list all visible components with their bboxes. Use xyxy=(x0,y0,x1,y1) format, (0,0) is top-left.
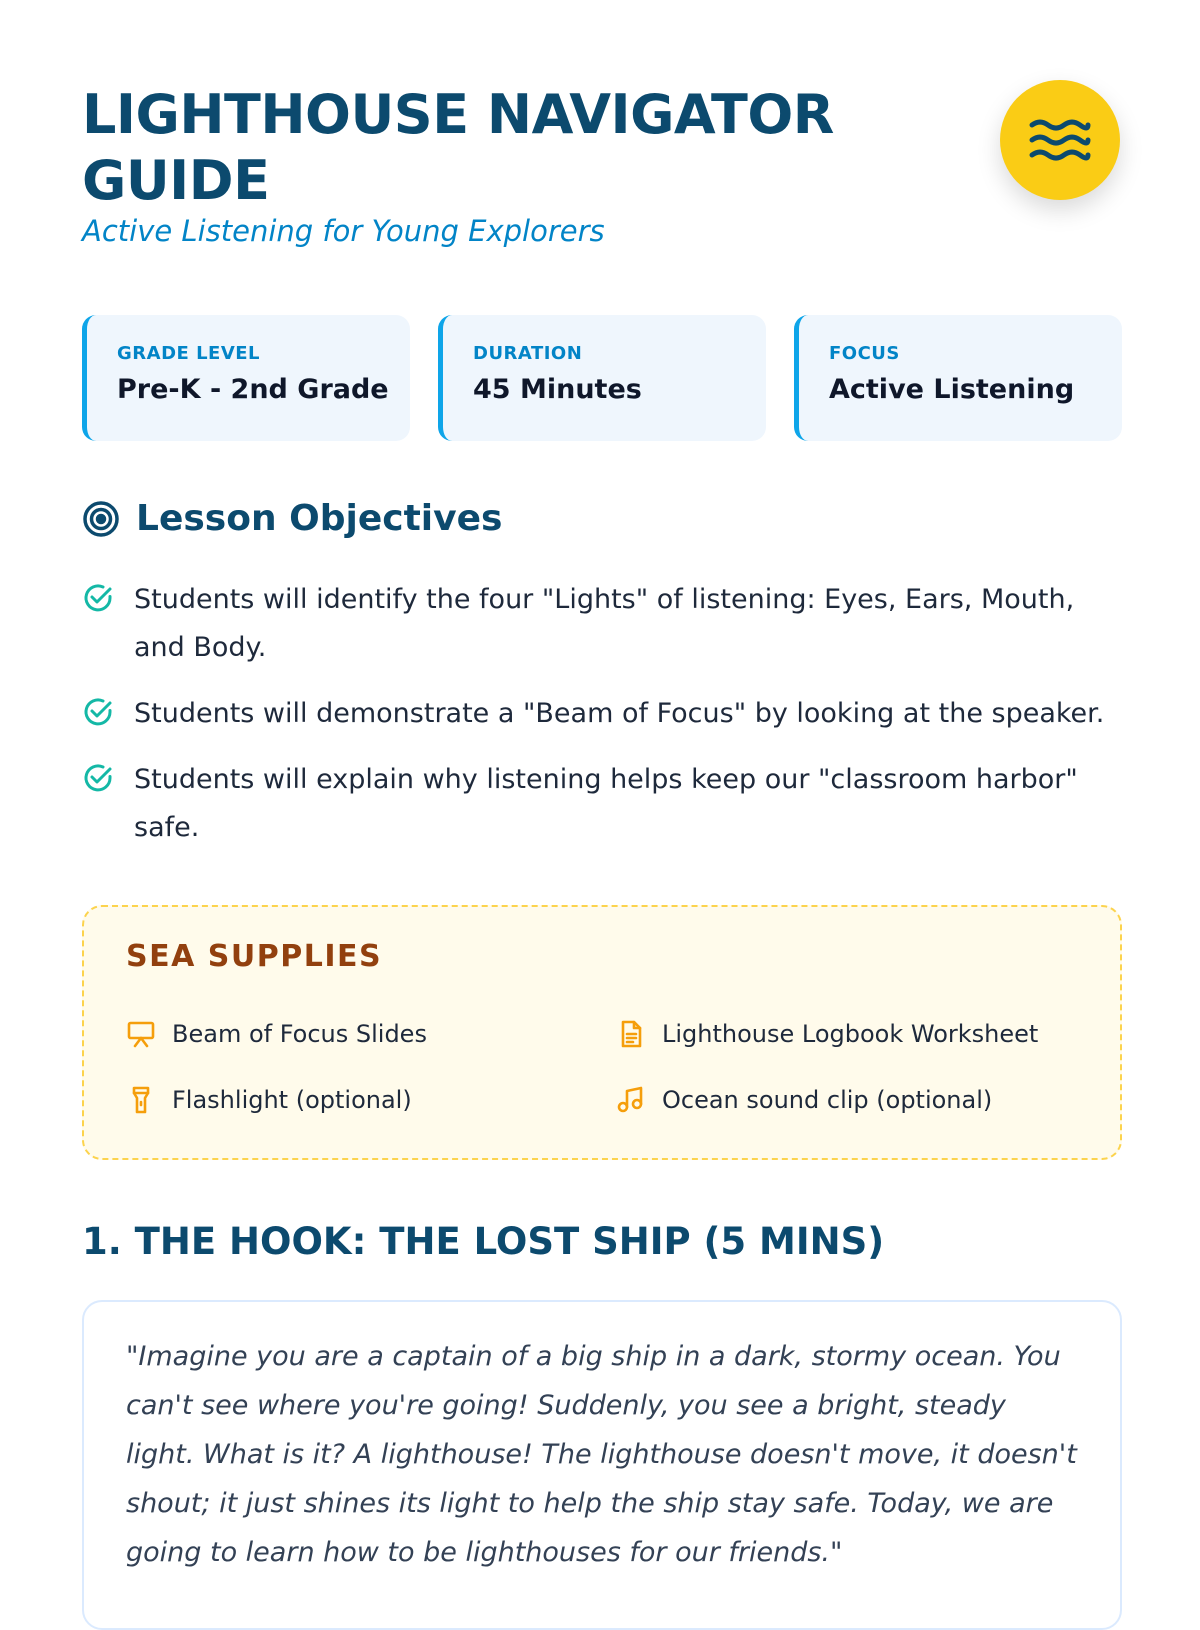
objective-text: Students will demonstrate a "Beam of Focus" by looking at the speaker. xyxy=(134,698,1105,729)
waves-icon xyxy=(1028,115,1092,165)
objective-text: Students will identify the four "Lights" of listening: Eyes, Ears, Mouth, and Body. xyxy=(134,584,1075,663)
supply-label: Flashlight (optional) xyxy=(172,1086,412,1114)
hook-quote-box xyxy=(82,1300,1122,1630)
objective-text: Students will explain why listening helps keep our "classroom harbor" safe. xyxy=(134,764,1078,843)
waves-badge[interactable] xyxy=(1000,80,1120,200)
objectives-list xyxy=(82,576,1122,870)
check-circle-icon xyxy=(82,762,114,794)
page-title: LIGHTHOUSE NAVIGATOR GUIDE xyxy=(82,83,834,212)
info-card-label: FOCUS xyxy=(829,343,900,364)
info-card-focus xyxy=(794,315,1122,441)
supply-item xyxy=(616,1019,1038,1049)
page-subtitle: Active Listening for Young Explorers xyxy=(82,214,605,248)
info-card-grade xyxy=(82,315,410,441)
lesson-guide-page xyxy=(82,0,1118,1600)
hook-quote: "Imagine you are a captain of a big ship in a dark, stormy ocean. You can't see where you're going! Suddenly, you see a bright, steady light. What is it? A lighthouse! The lighthouse doesn't move, it doesn't shout; it just shines its light to help the ship stay safe. Today, we are going to learn how to be lighthouses for our friends." xyxy=(126,1341,1077,1568)
list-item xyxy=(82,756,1122,852)
supply-label: Lighthouse Logbook Worksheet xyxy=(662,1020,1039,1048)
list-item xyxy=(82,690,1122,738)
hook-section-title: 1. THE HOOK: THE LOST SHIP (5 MINS) xyxy=(82,1220,885,1263)
info-card-value: 45 Minutes xyxy=(473,374,642,405)
info-card-label: GRADE LEVEL xyxy=(117,343,261,364)
supply-item xyxy=(616,1085,992,1115)
supply-item xyxy=(126,1019,427,1049)
info-cards xyxy=(82,315,1122,441)
supply-item xyxy=(126,1085,412,1115)
presentation-icon xyxy=(126,1019,156,1049)
target-icon xyxy=(82,500,120,538)
flashlight-icon xyxy=(126,1085,156,1115)
objectives-title: Lesson Objectives xyxy=(136,498,503,539)
music-icon xyxy=(616,1085,646,1115)
info-card-label: DURATION xyxy=(473,343,583,364)
supply-label: Beam of Focus Slides xyxy=(172,1020,427,1048)
list-item xyxy=(82,576,1122,672)
supplies-title: SEA SUPPLIES xyxy=(126,939,383,974)
check-circle-icon xyxy=(82,582,114,614)
document-icon xyxy=(616,1019,646,1049)
objectives-heading xyxy=(82,498,502,539)
supply-label: Ocean sound clip (optional) xyxy=(662,1086,993,1114)
info-card-duration xyxy=(438,315,766,441)
info-card-value: Pre-K - 2nd Grade xyxy=(117,374,389,405)
info-card-value: Active Listening xyxy=(829,374,1075,405)
check-circle-icon xyxy=(82,696,114,728)
supplies-box xyxy=(82,905,1122,1160)
